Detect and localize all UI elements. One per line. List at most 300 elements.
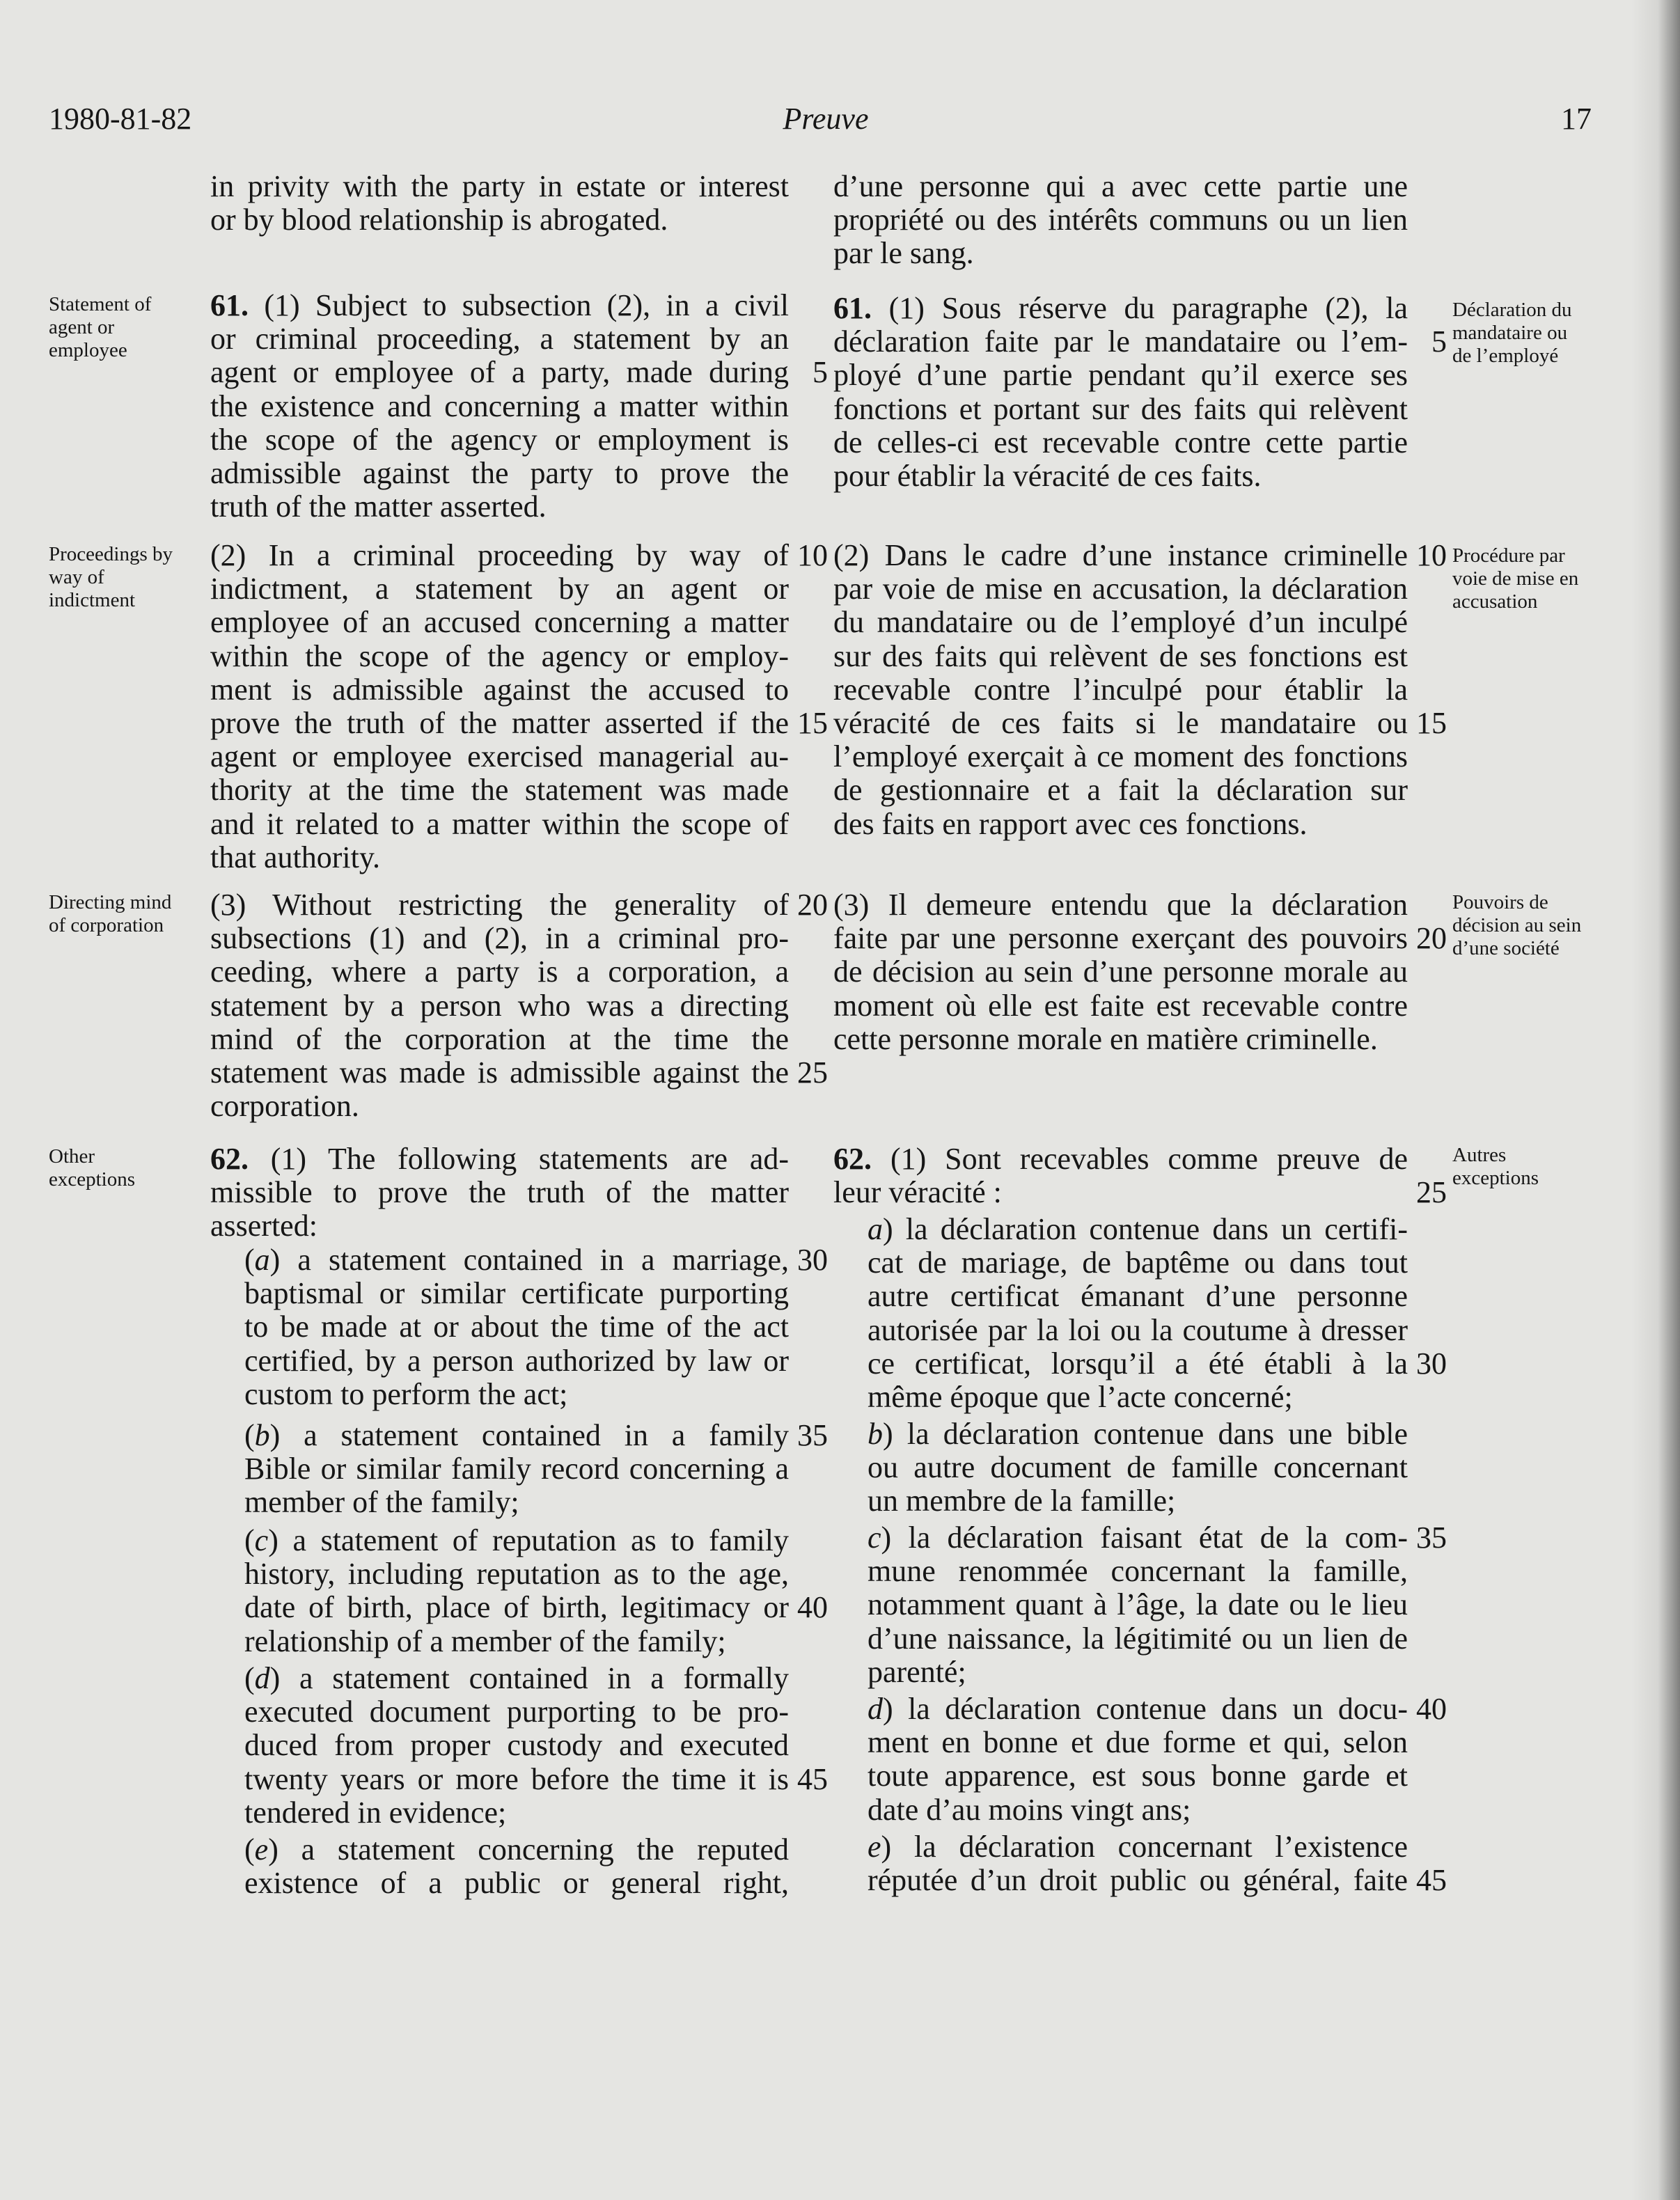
line-text: member of the family;	[244, 1485, 519, 1520]
french-paragraph-62-1-e	[868, 1830, 1408, 1897]
text-line	[210, 707, 789, 740]
line-text: accusation	[1452, 590, 1538, 613]
text-line	[210, 673, 789, 707]
line-text: cat de mariage, de baptême ou dans tout	[868, 1246, 1408, 1280]
text-line	[833, 673, 1408, 707]
page-header-title: Preuve	[783, 102, 869, 136]
text-line	[49, 589, 198, 612]
text-line	[210, 740, 789, 773]
line-text: (3) Without restricting the generality of	[210, 888, 789, 922]
text-line	[868, 1381, 1408, 1414]
line-text: and it related to a matter within the scope of	[210, 806, 789, 841]
enumerator-letter: c	[254, 1523, 269, 1557]
line-text: or criminal proceeding, a statement by an	[210, 322, 789, 356]
enumerator-open: (	[244, 1661, 255, 1695]
line-text: par voie de mise en accusation, la déclaration	[833, 572, 1408, 606]
enumerator-letter: e	[254, 1832, 269, 1867]
text-line	[210, 539, 789, 572]
line-text: la déclaration contenue dans un certifi-	[905, 1212, 1408, 1246]
french-line-number: 30	[1416, 1346, 1447, 1381]
line-text: la déclaration faisant état de la com-	[908, 1521, 1408, 1555]
text-line	[1452, 567, 1619, 590]
text-line	[868, 1314, 1408, 1347]
french-paragraph-61-2	[833, 539, 1408, 841]
text-line	[210, 457, 789, 490]
text-line	[210, 1142, 789, 1176]
line-text: mind of the corporation at the time the	[210, 1021, 789, 1056]
line-text: ment is admissible against the accused to	[210, 672, 789, 707]
line-text: même époque que l’acte concerné;	[868, 1380, 1293, 1415]
text-line	[210, 356, 789, 389]
text-line	[210, 922, 789, 955]
english-line-number: 35	[797, 1418, 828, 1452]
text-line	[210, 808, 789, 841]
line-text: statement was made is admissible against the	[210, 1055, 789, 1090]
enumerator-letter: a	[868, 1212, 883, 1246]
text-line	[833, 237, 1408, 270]
enumerator-close: )	[881, 1521, 892, 1555]
text-line	[244, 1277, 789, 1310]
page-header-year: 1980-81-82	[49, 102, 192, 136]
text-line	[210, 572, 789, 606]
line-text: cette personne morale en matière criminelle.	[833, 1021, 1378, 1056]
text-line	[244, 1662, 789, 1695]
text-line	[244, 1419, 789, 1452]
section-number: 62.	[210, 1142, 249, 1176]
margin-note-statement-of-agent	[49, 293, 198, 362]
text-line	[868, 1864, 1408, 1897]
line-text: way of	[49, 566, 104, 588]
text-line	[244, 1729, 789, 1762]
line-text: baptismal or similar certificate purporting	[244, 1276, 789, 1311]
text-line	[868, 1521, 1408, 1555]
text-line	[868, 1484, 1408, 1518]
text-line	[210, 423, 789, 457]
line-text: Proceedings by	[49, 543, 173, 565]
line-text: of corporation	[49, 914, 164, 936]
line-text: des faits en rapport avec ces fonctions.	[833, 806, 1308, 841]
text-line	[833, 203, 1408, 237]
text-line	[833, 888, 1408, 922]
margin-note-directing-mind	[49, 891, 198, 937]
line-text: prove the truth of the matter asserted if the	[210, 706, 789, 741]
line-text: certified, by a person authorized by law or	[244, 1343, 789, 1378]
line-text: ce certificat, lorsqu’il a été établi à la	[868, 1346, 1408, 1381]
line-text: existence of a public or general right,	[244, 1866, 789, 1901]
text-line	[244, 1591, 789, 1624]
line-text: réputée d’un droit public ou général, faite	[868, 1863, 1408, 1898]
english-paragraph-62-1-e	[244, 1833, 789, 1900]
text-line	[244, 1625, 789, 1658]
line-text: par le sang.	[833, 236, 974, 271]
text-line	[868, 1622, 1408, 1656]
text-line	[210, 1176, 789, 1209]
text-line	[210, 955, 789, 989]
line-text: fonctions et portant sur des faits qui relèvent	[833, 391, 1408, 426]
line-text: a statement concerning the reputed	[301, 1832, 790, 1867]
text-line	[210, 841, 789, 874]
line-text: a statement contained in a formally	[299, 1661, 790, 1695]
text-line	[833, 989, 1408, 1023]
enumerator-letter: b	[254, 1418, 270, 1452]
line-text: Directing mind	[49, 891, 172, 913]
line-text: a statement contained in a family	[304, 1418, 790, 1452]
text-line	[833, 955, 1408, 989]
text-line	[833, 640, 1408, 673]
line-text: Procédure par	[1452, 544, 1565, 567]
text-line	[868, 1726, 1408, 1759]
text-line	[244, 1763, 789, 1796]
english-line-number: 10	[797, 538, 828, 572]
french-paragraph-continued	[833, 170, 1408, 271]
line-text: asserted:	[210, 1209, 317, 1243]
line-text: sur des faits qui relèvent de ses fonctions est	[833, 638, 1408, 673]
english-paragraph-62-1	[210, 1142, 789, 1243]
text-line	[49, 316, 198, 339]
english-paragraph-61-1	[210, 289, 789, 524]
text-line	[868, 1347, 1408, 1381]
text-line	[49, 1145, 198, 1168]
line-text: employee of an accused concerning a matter	[210, 605, 789, 640]
enumerator-open: (	[244, 1418, 255, 1452]
text-line	[833, 773, 1408, 807]
text-line	[49, 293, 198, 316]
line-text: mandataire ou	[1452, 322, 1568, 344]
line-text: indictment	[49, 589, 136, 611]
line-text: truth of the matter asserted.	[210, 489, 547, 524]
line-text: subsections (1) and (2), in a criminal pro-	[210, 921, 789, 956]
line-text: (1) The following statements are ad-	[270, 1142, 789, 1176]
text-line	[244, 1452, 789, 1486]
text-line	[1452, 544, 1619, 567]
line-text: agent or employee of a party, made during	[210, 355, 789, 390]
english-paragraph-62-1-c	[244, 1524, 789, 1658]
text-line	[210, 289, 789, 322]
french-line-number: 25	[1416, 1175, 1447, 1209]
text-line	[833, 170, 1408, 203]
line-text: voie de mise en	[1452, 567, 1579, 590]
margin-note-declaration-du-mandataire	[1452, 299, 1619, 368]
text-line	[1452, 891, 1619, 914]
line-text: un membre de la famille;	[868, 1484, 1176, 1518]
text-line	[868, 1555, 1408, 1588]
english-line-number: 30	[797, 1243, 828, 1277]
french-line-number: 15	[1416, 706, 1447, 740]
text-line	[833, 359, 1408, 392]
line-text: executed document purporting to be pro-	[244, 1695, 789, 1729]
line-text: the scope of the agency or employment is	[210, 422, 789, 457]
line-text: décision au sein	[1452, 914, 1582, 936]
line-text: (1) Sous réserve du paragraphe (2), la	[888, 291, 1408, 325]
text-line	[1452, 590, 1619, 613]
text-line	[49, 339, 198, 362]
text-line	[244, 1243, 789, 1277]
line-text: a statement of reputation as to family	[292, 1523, 789, 1557]
french-line-number: 45	[1416, 1863, 1447, 1897]
text-line	[1452, 299, 1619, 322]
line-text: (1) Subject to subsection (2), in a civil	[264, 288, 789, 322]
enumerator-close: )	[268, 1832, 278, 1867]
line-text: date d’au moins vingt ans;	[868, 1792, 1191, 1827]
english-line-number: 15	[797, 706, 828, 740]
line-text: twenty years or more before the time it is	[244, 1761, 789, 1796]
text-line	[210, 170, 789, 203]
french-line-number: 5	[1431, 324, 1447, 359]
line-text: ou autre document de famille concernant	[868, 1450, 1408, 1485]
line-text: leur véracité :	[833, 1175, 1002, 1210]
text-line	[1452, 1144, 1619, 1167]
text-line	[49, 914, 198, 937]
section-number: 61.	[833, 291, 872, 325]
text-line	[244, 1486, 789, 1519]
enumerator-close: )	[269, 1243, 281, 1277]
french-paragraph-62-1-c	[868, 1521, 1408, 1689]
text-line	[49, 1168, 198, 1191]
line-text: indictment, a statement by an agent or	[210, 572, 789, 606]
enumerator-letter: a	[254, 1243, 270, 1277]
text-line	[244, 1557, 789, 1591]
english-paragraph-61-3	[210, 888, 789, 1123]
line-text: la déclaration concernant l’existence	[913, 1830, 1408, 1864]
text-line	[833, 740, 1408, 773]
enumerator-letter: d	[254, 1661, 270, 1695]
text-line	[1452, 322, 1619, 345]
text-line	[49, 891, 198, 914]
text-line	[833, 808, 1408, 841]
french-line-number: 35	[1416, 1521, 1447, 1555]
line-text: la déclaration contenue dans une bible	[906, 1417, 1408, 1451]
text-line	[833, 922, 1408, 955]
line-text: history, including reputation as to the age,	[244, 1557, 789, 1592]
line-text: date of birth, place of birth, legitimacy or	[244, 1590, 789, 1625]
enumerator-close: )	[269, 1418, 281, 1452]
line-text: Bible or similar family record concerning a	[244, 1452, 789, 1486]
text-line	[210, 322, 789, 356]
line-text: to be made at or about the time of the act	[244, 1310, 789, 1344]
english-paragraph-61-2	[210, 539, 789, 874]
english-paragraph-62-1-a	[244, 1243, 789, 1411]
text-line	[868, 1759, 1408, 1793]
line-text: that authority.	[210, 840, 380, 874]
text-line	[210, 1023, 789, 1056]
line-text: custom to perform the act;	[244, 1376, 568, 1411]
line-text: employee	[49, 339, 127, 361]
text-line	[1452, 345, 1619, 368]
line-text: autre certificat émanant d’une personne	[868, 1279, 1408, 1314]
line-text: within the scope of the agency or employ-	[210, 638, 789, 673]
line-text: (2) Dans le cadre d’une instance criminelle	[833, 538, 1408, 572]
margin-note-other-exceptions	[49, 1145, 198, 1191]
line-text: de l’employé	[1452, 345, 1559, 367]
line-text: la déclaration contenue dans un docu-	[908, 1692, 1408, 1726]
line-text: duced from proper custody and executed	[244, 1728, 789, 1763]
line-text: Other	[49, 1145, 95, 1168]
enumerator-close: )	[881, 1830, 892, 1864]
text-line	[833, 426, 1408, 459]
french-paragraph-62-1-d	[868, 1692, 1408, 1827]
text-line	[210, 203, 789, 237]
line-text: du mandataire ou de l’employé d’un inculpé	[833, 605, 1408, 640]
text-line	[868, 1656, 1408, 1689]
text-line	[244, 1867, 789, 1900]
text-line	[210, 640, 789, 673]
english-line-number: 20	[797, 888, 828, 922]
line-text: Pouvoirs de	[1452, 891, 1548, 913]
text-line	[210, 888, 789, 922]
line-text: or by blood relationship is abrogated.	[210, 203, 668, 237]
text-line	[244, 1833, 789, 1867]
text-line	[210, 1056, 789, 1090]
french-paragraph-62-1	[833, 1142, 1408, 1209]
enumerator-letter: b	[868, 1417, 883, 1451]
line-text: pour établir la véracité de ces faits.	[833, 459, 1262, 494]
enumerator-open: (	[244, 1523, 255, 1557]
text-line	[833, 572, 1408, 606]
text-line	[868, 1213, 1408, 1246]
margin-note-autres-exceptions	[1452, 1144, 1619, 1190]
line-text: exceptions	[49, 1168, 136, 1191]
line-text: propriété ou des intérêts communs ou un lien	[833, 203, 1408, 237]
enumerator-close: )	[269, 1661, 281, 1695]
enumerator-close: )	[883, 1417, 893, 1451]
line-text: agent or	[49, 316, 115, 338]
french-paragraph-62-1-b	[868, 1417, 1408, 1518]
english-paragraph-62-1-b	[244, 1419, 789, 1520]
line-text: corporation.	[210, 1089, 359, 1124]
french-line-number: 10	[1416, 538, 1447, 572]
margin-note-procedure-par-voie	[1452, 544, 1619, 613]
line-text: relationship of a member of the family;	[244, 1624, 726, 1658]
text-line	[244, 1796, 789, 1830]
line-text: mune renommée concernant la famille,	[868, 1554, 1408, 1589]
enumerator-letter: e	[868, 1830, 881, 1864]
french-line-number: 20	[1416, 921, 1447, 955]
english-line-number: 5	[812, 355, 828, 389]
text-line	[833, 393, 1408, 426]
line-text: autorisée par la loi ou la coutume à dresser	[868, 1312, 1408, 1347]
line-text: ployé d’une partie pendant qu’il exerce ses	[833, 358, 1408, 393]
line-text: Autres	[1452, 1144, 1507, 1166]
line-text: ceeding, where a party is a corporation, a	[210, 954, 789, 989]
line-text: missible to prove the truth of the matter	[210, 1175, 789, 1210]
enumerator-open: (	[244, 1243, 255, 1277]
line-text: recevable contre l’inculpé pour établir la	[833, 672, 1408, 707]
line-text: moment où elle est faite est recevable contre	[833, 988, 1408, 1023]
text-line	[868, 1588, 1408, 1621]
line-text: Déclaration du	[1452, 299, 1572, 321]
text-line	[868, 1280, 1408, 1313]
line-text: de celles-ci est recevable contre cette partie	[833, 425, 1408, 459]
line-text: the existence and concerning a matter within	[210, 388, 789, 423]
text-line	[244, 1524, 789, 1557]
line-text: parenté;	[868, 1654, 966, 1689]
page-number: 17	[1561, 102, 1592, 136]
line-text: toute apparence, est sous bonne garde et	[868, 1759, 1408, 1793]
enumerator-letter: c	[868, 1521, 881, 1555]
line-text: l’employé exerçait à ce moment des fonctions	[833, 739, 1408, 774]
text-line	[868, 1793, 1408, 1827]
text-line	[244, 1344, 789, 1378]
text-line	[210, 773, 789, 807]
line-text: Statement of	[49, 293, 152, 315]
line-text: thority at the time the statement was made	[210, 773, 789, 808]
text-line	[833, 459, 1408, 493]
line-text: exceptions	[1452, 1167, 1539, 1189]
margin-note-proceedings-by-indictment	[49, 543, 198, 612]
text-line	[1452, 914, 1619, 937]
text-line	[1452, 937, 1619, 960]
line-text: ment en bonne et due forme et qui, selon	[868, 1725, 1408, 1760]
enumerator-open: (	[244, 1832, 255, 1867]
french-paragraph-61-1	[833, 292, 1408, 493]
line-text: a statement contained in a marriage,	[297, 1243, 790, 1277]
section-number: 62.	[833, 1142, 872, 1176]
text-line	[210, 490, 789, 524]
line-text: d’une société	[1452, 937, 1560, 959]
text-line	[210, 989, 789, 1023]
enumerator-letter: d	[868, 1692, 883, 1726]
text-line	[210, 1090, 789, 1123]
enumerator-close: )	[883, 1692, 893, 1726]
margin-note-pouvoirs-de-decision	[1452, 891, 1619, 960]
french-line-number: 40	[1416, 1692, 1447, 1726]
line-text: déclaration faite par le mandataire ou l’em-	[833, 324, 1408, 359]
line-text: agent or employee exercised managerial au-	[210, 739, 789, 774]
line-text: (2) In a criminal proceeding by way of	[210, 538, 789, 572]
text-line	[49, 566, 198, 589]
text-line	[868, 1830, 1408, 1864]
text-line	[833, 325, 1408, 359]
line-text: de décision au sein d’une personne morale au	[833, 954, 1408, 989]
text-line	[210, 1209, 789, 1243]
line-text: admissible against the party to prove the	[210, 456, 789, 491]
line-text: véracité de ces faits si le mandataire ou	[833, 706, 1408, 741]
line-text: d’une naissance, la légitimité ou un lien de	[868, 1621, 1408, 1656]
enumerator-close: )	[268, 1523, 278, 1557]
line-text: (3) Il demeure entendu que la déclaration	[833, 888, 1408, 922]
text-line	[868, 1451, 1408, 1484]
line-text: (1) Sont recevables comme preuve de	[890, 1142, 1408, 1176]
binding-shadow	[1631, 0, 1680, 2200]
text-line	[833, 606, 1408, 639]
text-line	[244, 1378, 789, 1411]
text-line	[868, 1417, 1408, 1451]
english-line-number: 45	[797, 1762, 828, 1796]
text-line	[244, 1695, 789, 1729]
text-line	[833, 707, 1408, 740]
french-paragraph-61-3	[833, 888, 1408, 1056]
english-paragraph-62-1-d	[244, 1662, 789, 1830]
line-text: d’une personne qui a avec cette partie une	[833, 169, 1408, 203]
text-line	[833, 292, 1408, 325]
text-line	[1452, 1167, 1619, 1190]
french-paragraph-62-1-a	[868, 1213, 1408, 1414]
text-line	[244, 1310, 789, 1344]
text-line	[833, 1023, 1408, 1056]
text-line	[868, 1692, 1408, 1726]
line-text: faite par une personne exerçant des pouvoirs	[833, 921, 1408, 956]
text-line	[210, 606, 789, 639]
text-line	[833, 539, 1408, 572]
text-line	[833, 1176, 1408, 1209]
enumerator-close: )	[883, 1212, 893, 1246]
text-line	[49, 543, 198, 566]
text-line	[868, 1246, 1408, 1280]
line-text: de gestionnaire et a fait la déclaration sur	[833, 773, 1408, 808]
line-text: statement by a person who was a directing	[210, 988, 789, 1023]
text-line	[833, 1142, 1408, 1176]
section-number: 61.	[210, 288, 249, 322]
